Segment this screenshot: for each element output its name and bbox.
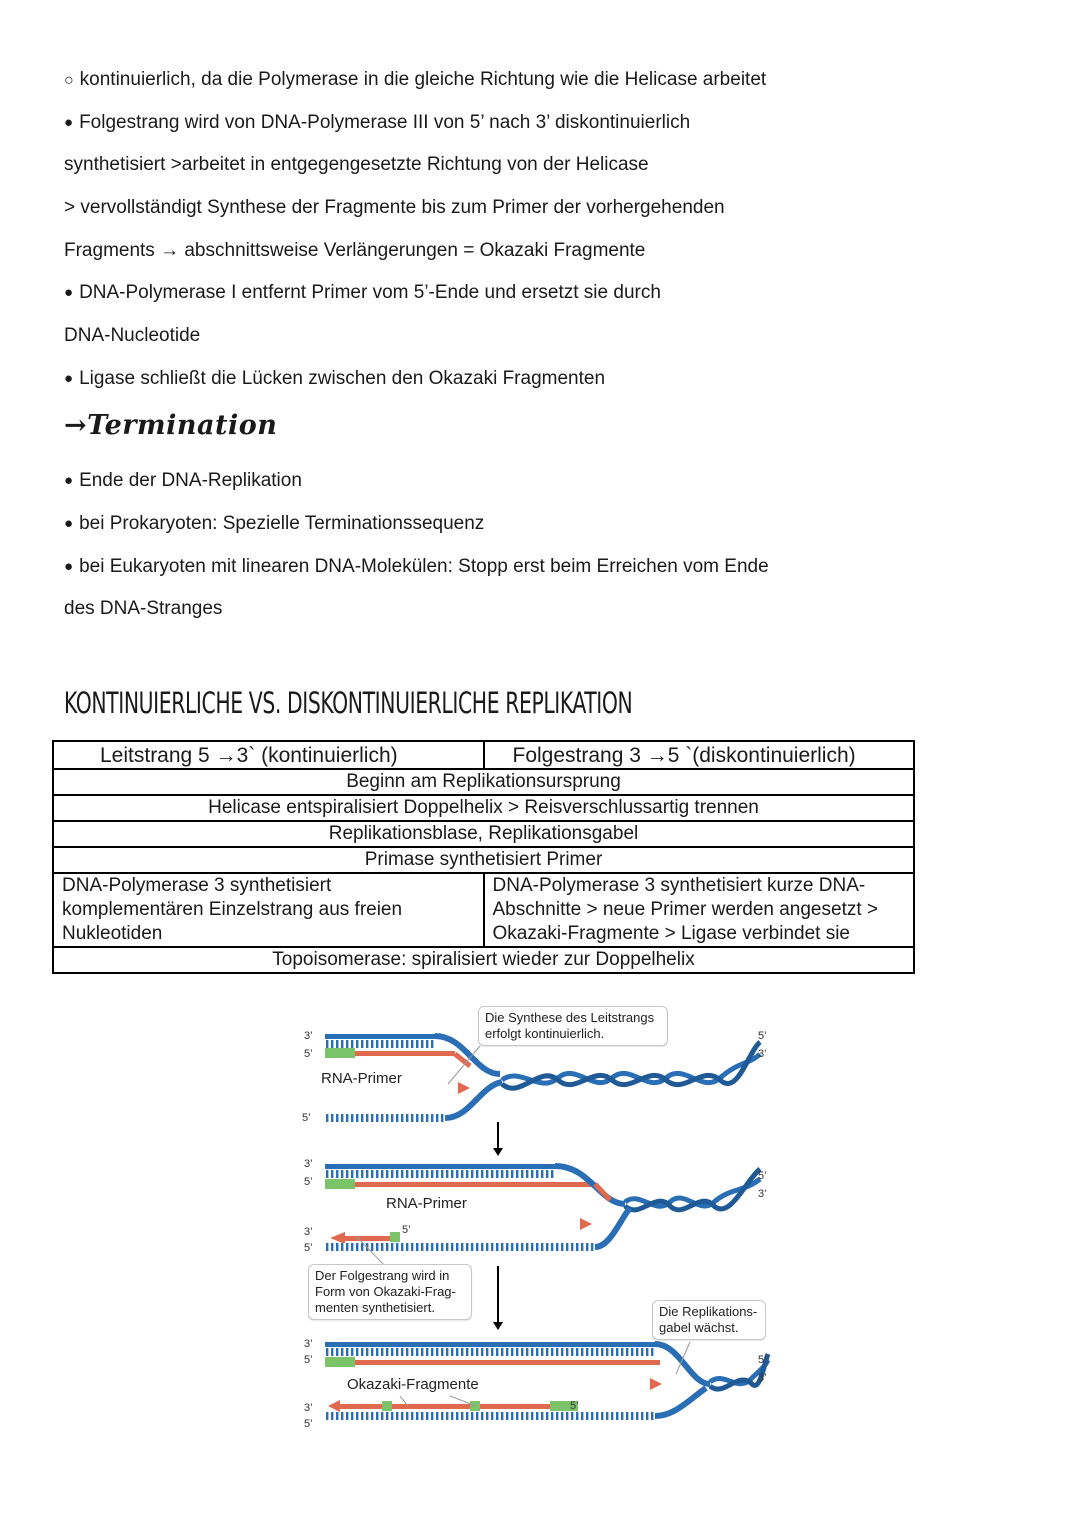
table-row	[53, 821, 914, 847]
text-line-4: > vervollständigt Synthese der Fragmente bis zum Primer der vorhergehenden	[64, 197, 725, 218]
text-line-8: ● Ligase schließt die Lücken zwischen den Okazaki Fragmenten	[64, 367, 605, 392]
callout-fork-grows: Die Replikations-gabel wächst.	[652, 1300, 766, 1340]
header-lagging: Folgestrang 3 →5 `(diskontinuierlich)	[484, 741, 915, 769]
row-polymerase-leading: DNA-Polymerase 3 synthetisiert komplementären Einzelstrang aus freien Nukleotiden	[53, 873, 484, 947]
end-label: 3’	[304, 1338, 313, 1350]
replication-figure	[290, 1004, 790, 1444]
table-header-row	[53, 741, 914, 769]
end-label: 3’	[758, 1188, 767, 1200]
end-label: 5’	[304, 1176, 313, 1188]
end-label: 3’	[304, 1402, 313, 1414]
table-row	[53, 795, 914, 821]
header-leading: Leitstrang 5 →3` (kontinuierlich)	[53, 741, 484, 769]
end-label: 5’	[304, 1418, 313, 1430]
end-label: 5’	[570, 1400, 579, 1412]
comparison-table	[52, 740, 915, 974]
termination-line-1: ● Ende der DNA-Replikation	[64, 469, 302, 494]
text-line-3: synthetisiert >arbeitet in entgegengesetzte Richtung von der Helicase	[64, 154, 649, 175]
end-label: 3’	[758, 1372, 767, 1384]
row-fork: Replikationsblase, Replikationsgabel	[53, 821, 914, 847]
end-label: 3’	[758, 1048, 767, 1060]
termination-line-2: ● bei Prokaryoten: Spezielle Terminationssequenz	[64, 512, 484, 537]
table-row	[53, 873, 914, 947]
text-line-1: ○ kontinuierlich, da die Polymerase in die gleiche Richtung wie die Helicase arbeitet	[64, 68, 766, 93]
end-label: 5’	[304, 1242, 313, 1254]
end-label: 5’	[304, 1354, 313, 1366]
termination-heading: →Termination	[64, 410, 278, 441]
termination-line-3: ● bei Eukaryoten mit linearen DNA-Molekülen: Stopp erst beim Erreichen vom Ende	[64, 555, 769, 580]
okazaki-label: Okazaki-Fragmente	[347, 1376, 479, 1393]
table-row	[53, 947, 914, 973]
end-label: 5’	[304, 1048, 313, 1060]
end-label: 3’	[304, 1158, 313, 1170]
text-line-2: ● Folgestrang wird von DNA-Polymerase III von 5’ nach 3’ diskontinuierlich	[64, 111, 690, 136]
table-row	[53, 847, 914, 873]
rna-primer-label-2: RNA-Primer	[386, 1195, 467, 1212]
table-row	[53, 769, 914, 795]
termination-line-4: des DNA-Stranges	[64, 598, 223, 619]
rna-primer-label-1: RNA-Primer	[321, 1070, 402, 1087]
end-label: 5’	[758, 1354, 767, 1366]
end-label: 5’	[302, 1112, 311, 1124]
end-label: 5’	[402, 1224, 411, 1236]
row-topoisomerase: Topoisomerase: spiralisiert wieder zur Doppelhelix	[53, 947, 914, 973]
end-label: 5’	[758, 1170, 767, 1182]
end-label: 3’	[304, 1030, 313, 1042]
text-line-7: DNA-Nucleotide	[64, 325, 201, 346]
callout-lagging-strand: Der Folgestrang wird in Form von Okazaki-Frag-menten synthetisiert.	[308, 1264, 472, 1320]
text-line-5: Fragments → abschnittsweise Verlängerungen = Okazaki Fragmente	[64, 240, 646, 261]
callout-leading-strand: Die Synthese des Leitstrangs erfolgt kontinuierlich.	[478, 1006, 668, 1046]
section-title: KONTINUIERLICHE VS. DISKONTINUIERLICHE REPLIKATION	[64, 686, 633, 720]
end-label: 5’	[758, 1030, 767, 1042]
row-helicase: Helicase entspiralisiert Doppelhelix > Reisverschlussartig trennen	[53, 795, 914, 821]
row-primase: Primase synthetisiert Primer	[53, 847, 914, 873]
end-label: 3’	[304, 1226, 313, 1238]
text-line-6: ● DNA-Polymerase I entfernt Primer vom 5’-Ende und ersetzt sie durch	[64, 281, 661, 306]
row-polymerase-lagging: DNA-Polymerase 3 synthetisiert kurze DNA-Abschnitte > neue Primer werden angesetzt > Okazaki-Fragmente > Ligase verbindet sie	[484, 873, 915, 947]
row-origin: Beginn am Replikationsursprung	[53, 769, 914, 795]
